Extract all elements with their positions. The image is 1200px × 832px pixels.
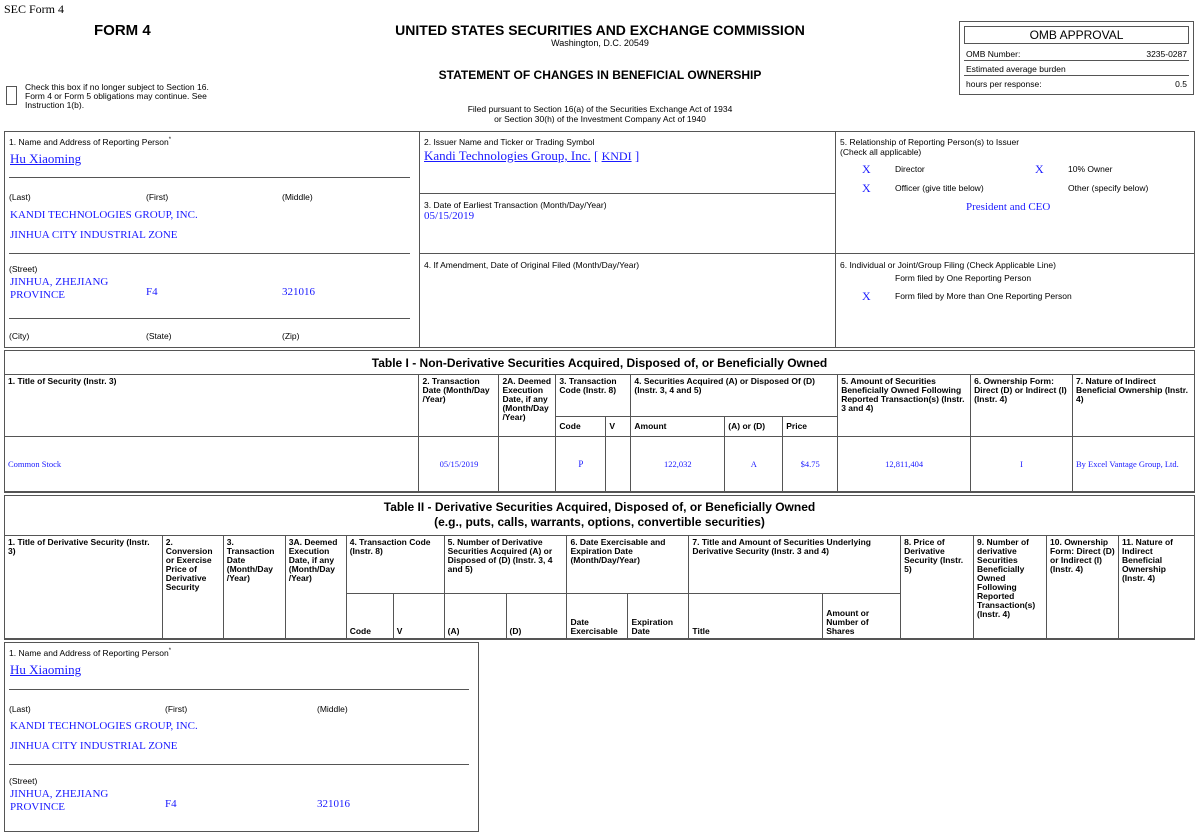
- reporting-person-label-2: 1. Name and Address of Reporting Person*: [9, 648, 172, 658]
- t2-s-a: (A): [444, 594, 506, 639]
- filing-more-x[interactable]: X: [862, 289, 871, 303]
- officer-title: President and CEO: [966, 201, 1051, 213]
- t1-h-deemed: 2A. Deemed Execution Date, if any (Month/Day /Year): [499, 375, 556, 437]
- officer-label: Officer (give title below): [895, 183, 984, 193]
- reporting-person-label: 1. Name and Address of Reporting Person*: [9, 137, 172, 147]
- statement-title: STATEMENT OF CHANGES IN BENEFICIAL OWNERSHIP: [438, 68, 762, 82]
- street-label: (Street): [9, 264, 38, 274]
- t2-s-amount: Amount or Number of Shares: [823, 594, 901, 639]
- reporting-person-name[interactable]: Hu Xiaoming: [10, 151, 82, 166]
- amendment-label: 4. If Amendment, Date of Original Filed (Month/Day/Year): [424, 260, 640, 270]
- t2-h3: 3. Transaction Date (Month/Day /Year): [223, 536, 285, 639]
- table2-subtitle: (e.g., puts, calls, warrants, options, convertible securities): [434, 515, 765, 529]
- t1-amount: 122,032: [631, 437, 725, 492]
- director-label: Director: [895, 164, 925, 174]
- director-x[interactable]: X: [862, 162, 871, 176]
- issuer-name-line: Kandi Technologies Group, Inc. [ KNDI ]: [424, 148, 640, 163]
- address-line-1: KANDI TECHNOLOGIES GROUP, INC.: [10, 209, 198, 221]
- t1-date: 05/15/2019: [419, 437, 499, 492]
- t2-h6: 6. Date Exercisable and Expiration Date (Month/Day/Year): [567, 536, 689, 594]
- city-label: (City): [9, 331, 30, 341]
- table-row: [5, 437, 1195, 492]
- t1-sh-aord: (A) or (D): [725, 417, 783, 437]
- omb-hours: 0.5: [1175, 79, 1187, 89]
- zip-label: (Zip): [282, 331, 300, 341]
- section16-text: Check this box if no longer subject to Section 16. Form 4 or Form 5 obligations may continue. See Instruction 1(b).: [25, 82, 209, 110]
- t2-s-d: (D): [506, 594, 567, 639]
- last-label: (Last): [9, 192, 31, 202]
- filing-more: Form filed by More than One Reporting Person: [895, 291, 1072, 301]
- officer-x[interactable]: X: [862, 181, 871, 195]
- t1-owned: 12,811,404: [838, 437, 971, 492]
- table1: [4, 374, 1195, 492]
- last-label-2: (Last): [9, 704, 31, 714]
- t2-s-code: Code: [346, 594, 393, 639]
- t2-h1: 1. Title of Derivative Security (Instr. 3): [5, 536, 163, 639]
- t1-h-acquired: 4. Securities Acquired (A) or Disposed Of (D) (Instr. 3, 4 and 5): [631, 375, 838, 417]
- address-line-2: JINHUA CITY INDUSTRIAL ZONE: [10, 229, 178, 241]
- state-value-2: F4: [165, 798, 177, 810]
- zip-value-2: 321016: [317, 798, 350, 810]
- issuer-name[interactable]: Kandi Technologies Group, Inc.: [424, 148, 591, 163]
- t2-s-title: Title: [689, 594, 823, 639]
- first-label-2: (First): [165, 704, 188, 714]
- first-label: (First): [146, 192, 169, 202]
- city-value-2: JINHUA, ZHEJIANG PROVINCE: [10, 788, 109, 813]
- omb-burden-label: Estimated average burden: [966, 64, 1066, 74]
- reporting-person-name-2[interactable]: Hu Xiaoming: [10, 662, 82, 677]
- middle-label-2: (Middle): [317, 704, 348, 714]
- zip-value: 321016: [282, 286, 315, 298]
- agency-title: UNITED STATES SECURITIES AND EXCHANGE COMMISSION: [395, 22, 805, 38]
- state-value: F4: [146, 286, 158, 298]
- street-label-2: (Street): [9, 776, 38, 786]
- t1-form: I: [971, 437, 1073, 492]
- t1-h-form: 6. Ownership Form: Direct (D) or Indirect (I) (Instr. 4): [971, 375, 1073, 437]
- owner-x[interactable]: X: [1035, 162, 1044, 176]
- sec-form-label: SEC Form 4: [4, 2, 65, 16]
- t1-v: [606, 437, 631, 492]
- middle-label: (Middle): [282, 192, 313, 202]
- t2-h8: 8. Price of Derivative Security (Instr. 5): [901, 536, 974, 639]
- t1-sh-price: Price: [783, 417, 838, 437]
- issuer-ticker[interactable]: KNDI: [601, 149, 632, 163]
- agency-city: Washington, D.C. 20549: [551, 38, 649, 48]
- t1-price: $4.75: [783, 437, 838, 492]
- filing-label: 6. Individual or Joint/Group Filing (Check Applicable Line): [840, 260, 1056, 270]
- t2-h7: 7. Title and Amount of Securities Underlying Derivative Security (Instr. 3 and 4): [689, 536, 901, 594]
- t1-sh-code: Code: [556, 417, 606, 437]
- t1-code: P: [556, 437, 606, 492]
- t1-h-nature: 7. Nature of Indirect Beneficial Ownership (Instr. 4): [1073, 375, 1195, 437]
- t2-h3a: 3A. Deemed Execution Date, if any (Month/Day /Year): [285, 536, 346, 639]
- other-label: Other (specify below): [1068, 183, 1149, 193]
- state-label: (State): [146, 331, 172, 341]
- owner-label: 10% Owner: [1068, 164, 1113, 174]
- earliest-date: 05/15/2019: [424, 210, 475, 222]
- omb-box: [959, 21, 1194, 95]
- table1-title: Table I - Non-Derivative Securities Acquired, Disposed of, or Beneficially Owned: [371, 356, 828, 370]
- t1-h-amount-owned: 5. Amount of Securities Beneficially Owned Following Reported Transaction(s) (Instr. 3 and 4): [838, 375, 971, 437]
- t1-sh-amount: Amount: [631, 417, 725, 437]
- t2-s-v: V: [393, 594, 444, 639]
- address-line-1-2: KANDI TECHNOLOGIES GROUP, INC.: [10, 720, 198, 732]
- t1-sh-v: V: [606, 417, 631, 437]
- t2-h2: 2. Conversion or Exercise Price of Derivative Security: [162, 536, 223, 639]
- section16-checkbox[interactable]: [6, 86, 17, 105]
- table2: [4, 535, 1195, 639]
- t2-h4: 4. Transaction Code (Instr. 8): [346, 536, 444, 594]
- t1-deemed: [499, 437, 556, 492]
- t2-s-exp: Expiration Date: [628, 594, 689, 639]
- issuer-label: 2. Issuer Name and Ticker or Trading Symbol: [424, 137, 595, 147]
- t2-h10: 10. Ownership Form: Direct (D) or Indirect (I) (Instr. 4): [1047, 536, 1119, 639]
- relationship-label: 5. Relationship of Reporting Person(s) to Issuer (Check all applicable): [840, 137, 1020, 157]
- t2-h5: 5. Number of Derivative Securities Acquired (A) or Disposed of (D) (Instr. 3, 4 and 5): [444, 536, 567, 594]
- omb-number: 3235-0287: [1146, 49, 1187, 59]
- filed-pursuant-1: Filed pursuant to Section 16(a) of the Securities Exchange Act of 1934: [467, 104, 733, 114]
- filing-one: Form filed by One Reporting Person: [895, 273, 1032, 283]
- t2-h9: 9. Number of derivative Securities Beneficially Owned Following Reported Transaction(s) (Instr. 4): [974, 536, 1047, 639]
- omb-title: OMB APPROVAL: [964, 26, 1189, 44]
- city-value: JINHUA, ZHEJIANG PROVINCE: [10, 276, 109, 301]
- filed-pursuant-2: or Section 30(h) of the Investment Company Act of 1940: [494, 114, 706, 124]
- omb-number-label: OMB Number:: [966, 49, 1021, 59]
- table2-title: Table II - Derivative Securities Acquired, Disposed of, or Beneficially Owned: [383, 500, 816, 514]
- earliest-date-label: 3. Date of Earliest Transaction (Month/Day/Year): [424, 200, 607, 210]
- t1-h-code: 3. Transaction Code (Instr. 8): [556, 375, 631, 417]
- t2-h11: 11. Nature of Indirect Beneficial Ownership (Instr. 4): [1118, 536, 1194, 639]
- omb-hours-label: hours per response:: [966, 79, 1042, 89]
- t1-security: Common Stock: [5, 437, 419, 492]
- form-number: FORM 4: [94, 22, 151, 39]
- t1-h-date: 2. Transaction Date (Month/Day /Year): [419, 375, 499, 437]
- address-line-2-2: JINHUA CITY INDUSTRIAL ZONE: [10, 740, 178, 752]
- t1-h-title: 1. Title of Security (Instr. 3): [5, 375, 419, 437]
- t1-aord: A: [725, 437, 783, 492]
- t1-nature: By Excel Vantage Group, Ltd.: [1073, 437, 1195, 492]
- t2-s-exer: Date Exercisable: [567, 594, 628, 639]
